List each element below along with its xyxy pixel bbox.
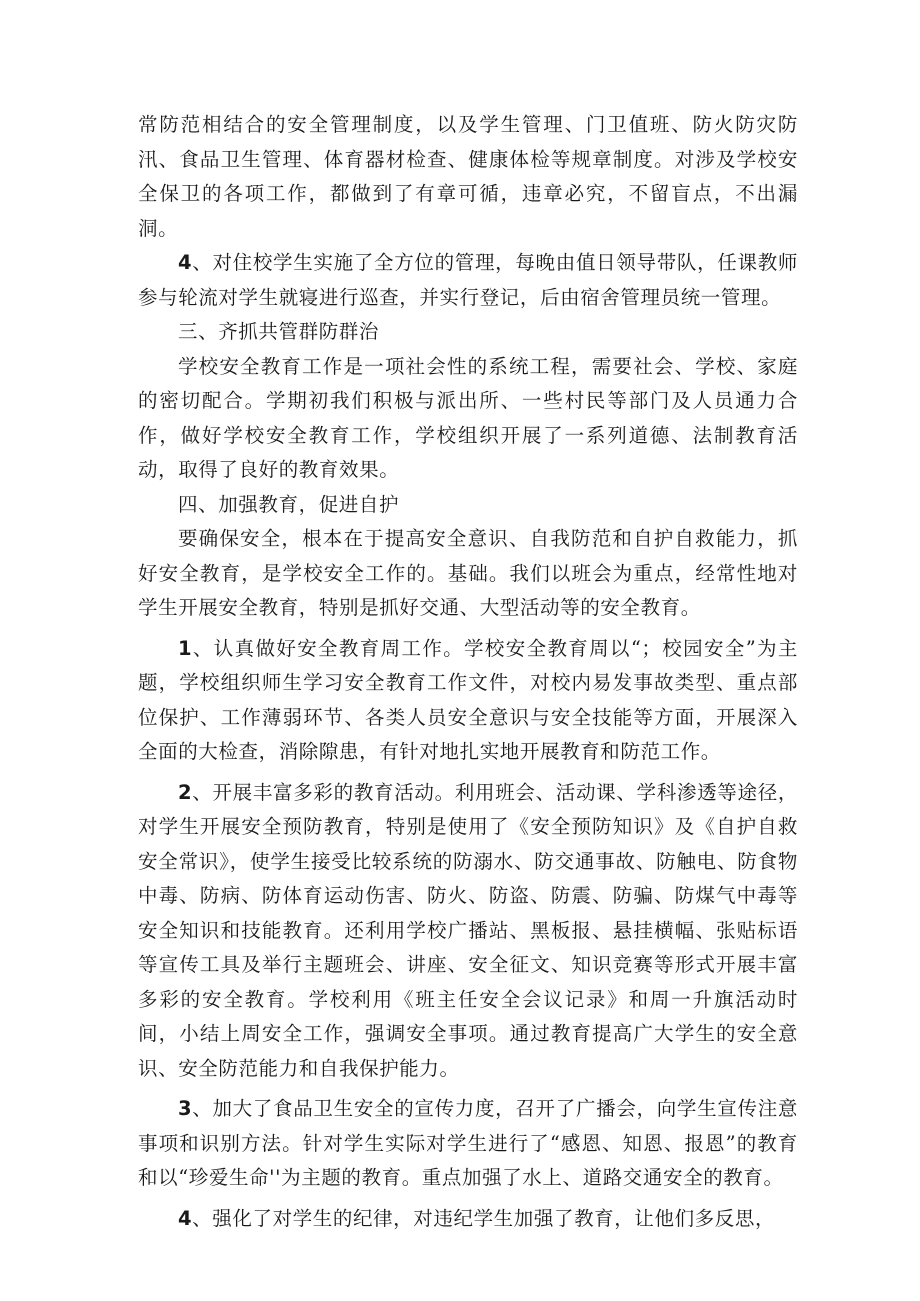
item-number: 1 — [178, 636, 193, 660]
item-number: 2 — [178, 780, 193, 804]
section-heading-three — [138, 315, 798, 350]
paragraph-social-cooperation — [138, 350, 798, 488]
document-body — [138, 108, 798, 1236]
item-number: 3 — [178, 1097, 193, 1120]
paragraph-discipline — [138, 1202, 798, 1237]
paragraph-text: 、开展丰富多彩的教育活动。利用班会、活动课、学科渗透等途径，对学生开展安全预防教育，特别是使用了《安全预防知识》及《自护自救安全常识》，使学生接受比较系统的防溺水、防交通事故、防触电、防食物中毒、防病、防体育运动伤害、防火、防盗、防震、防骗、防煤气中毒等安全知识和技能教育。还利用学校广播站、黑板报、悬挂横幅、张贴标语等宣传工具及举行主题班会、讲座、安全征文、知识竞赛等形式开展丰富多彩的安全教育。学校利用《班主任安全会议记录》和周一升旗活动时间，小结上周安全工作，强调安全事项。通过教育提高广大学生的安全意识、安全防范能力和自我保护能力。 — [138, 780, 798, 1080]
paragraph-text: 常防范相结合的安全管理制度，以及学生管理、门卫值班、防火防灾防汛、食品卫生管理、体育器材检查、健康体检等规章制度。对涉及学校安全保卫的各项工作，都做到了有章可循，违章必究，不留盲点，不出漏洞。 — [138, 113, 798, 240]
section-heading-four — [138, 488, 798, 523]
paragraph-text: 学校安全教育工作是一项社会性的系统工程，需要社会、学校、家庭的密切配合。学期初我们积极与派出所、一些村民等部门及人员通力合作，做好学校安全教育工作，学校组织开展了一系列道德、法制教育活动，取得了良好的教育效果。 — [138, 354, 798, 481]
heading-text: 三、齐抓共管群防群治 — [178, 320, 380, 343]
item-number: 4 — [178, 251, 193, 274]
paragraph-food-safety — [138, 1092, 798, 1196]
paragraph-text: 、加大了食品卫生安全的宣传力度，召开了广播会，向学生宣传注意事项和识别方法。针对学生实际对学生进行了“感恩、知恩、报恩”的教育和以“珍爱生命''为主题的教育。重点加强了水上、道路交通安全的教育。 — [138, 1097, 798, 1189]
item-number: 4 — [178, 1206, 193, 1230]
paragraph-ensure-safety — [138, 522, 798, 626]
heading-text: 四、加强教育，促进自护 — [178, 492, 400, 516]
paragraph-text: 、认真做好安全教育周工作。学校安全教育周以“；校园安全”为主题，学校组织师生学习安全教育工作文件，对校内易发事故类型、重点部位保护、工作薄弱环节、各类人员安全意识与安全技能等方面，开展深入全面的大检查，消除隙患，有针对地扎实地开展教育和防范工作。 — [138, 636, 798, 763]
paragraph-safety-rules — [138, 108, 798, 246]
paragraph-boarding-management — [138, 246, 798, 315]
paragraph-safety-week — [138, 632, 798, 770]
paragraph-text: 、对住校学生实施了全方位的管理，每晚由值日领导带队，任课教师参与轮流对学生就寝进行巡查，并实行登记，后由宿舍管理员统一管理。 — [138, 251, 798, 309]
paragraph-text: 、强化了对学生的纪律，对违纪学生加强了教育，让他们多反思， — [192, 1206, 776, 1230]
paragraph-education-activities — [138, 776, 798, 1087]
paragraph-text: 要确保安全，根本在于提高安全意识、自我防范和自护自救能力，抓好安全教育，是学校安全工作的。基础。我们以班会为重点，经常性地对学生开展安全教育，特别是抓好交通、大型活动等的安全教育。 — [138, 527, 798, 619]
